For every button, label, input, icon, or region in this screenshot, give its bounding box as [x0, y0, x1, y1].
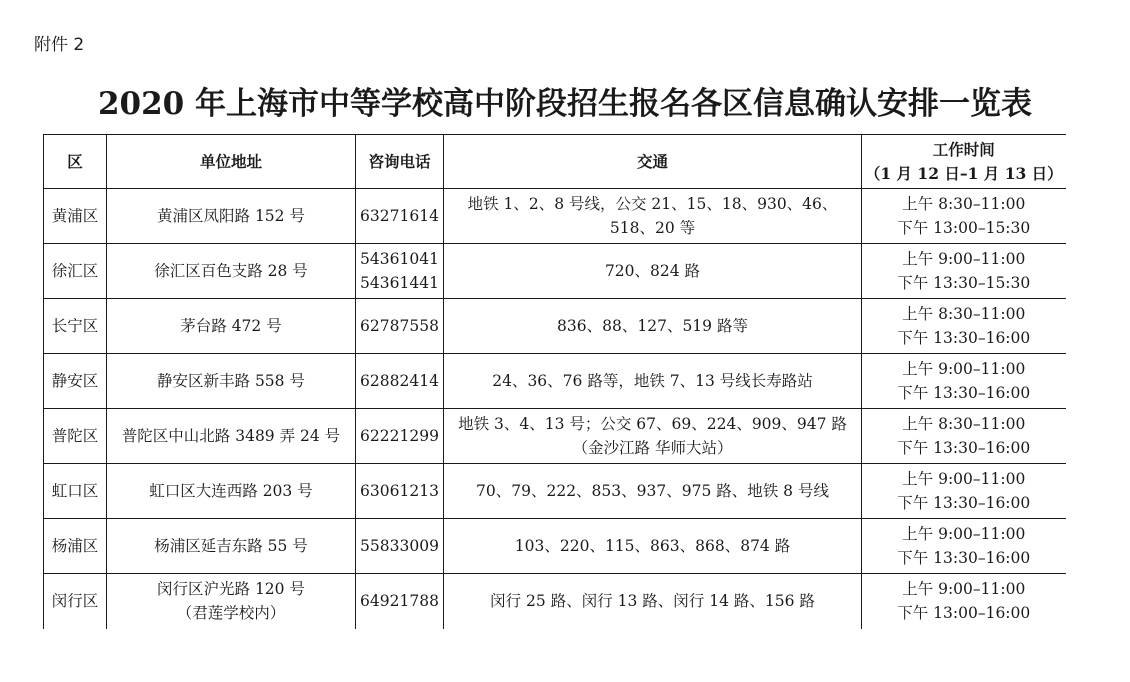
cell-address: [107, 299, 356, 354]
work-time-morning: 上午 8:30–11:00: [902, 415, 1026, 433]
cell-district: 黄浦区: [44, 189, 107, 244]
work-time-afternoon: 下午 13:00–15:30: [897, 219, 1031, 237]
work-time-morning: 上午 9:00–11:00: [902, 360, 1026, 378]
cell-address: [107, 244, 356, 299]
phone-number: 62882414: [360, 372, 439, 390]
phone-number: 54361041: [360, 250, 439, 268]
work-time-afternoon: 下午 13:30–16:00: [897, 384, 1031, 402]
cell-district: 徐汇区: [44, 244, 107, 299]
cell-district: 闵行区: [44, 574, 107, 629]
header-work-time-dates: （1 月 12 日–1 月 13 日）: [864, 163, 1063, 183]
cell-address: [107, 464, 356, 519]
cell-address: [107, 574, 356, 629]
work-time-morning: 上午 8:30–11:00: [902, 195, 1026, 213]
cell-phone: [356, 244, 444, 299]
address-line: 茅台路 472 号: [180, 317, 282, 335]
phone-number: 64921788: [360, 592, 439, 611]
address-line: 普陀区中山北路 3489 弄 24 号: [121, 427, 341, 445]
work-time-morning: 上午 9:00–11:00: [902, 250, 1026, 268]
table-header-row: [44, 135, 1066, 189]
cell-address: [107, 189, 356, 244]
cell-transport: [444, 464, 862, 519]
work-time-morning: 上午 9:00–11:00: [902, 580, 1026, 599]
cell-transport: [444, 409, 862, 464]
cell-address: [107, 519, 356, 574]
work-time-afternoon: 下午 13:30–16:00: [897, 494, 1031, 512]
phone-number: 62221299: [360, 427, 439, 445]
header-phone: 咨询电话: [356, 135, 444, 189]
transport-line: 70、79、222、853、937、975 路、地铁 8 号线: [476, 482, 829, 500]
transport-line: 地铁 1、2、8 号线，公交 21、15、18、930、46、: [467, 195, 838, 213]
cell-phone: [356, 574, 444, 629]
address-line: 徐汇区百色支路 28 号: [154, 262, 308, 280]
work-time-morning: 上午 8:30–11:00: [902, 305, 1026, 323]
table-row: [44, 574, 1066, 629]
transport-line: 518、20 等: [609, 219, 696, 237]
table-row: [44, 244, 1066, 299]
phone-number: 54361441: [360, 274, 439, 292]
transport-line: 闵行 25 路、闵行 13 路、闵行 14 路、156 路: [490, 592, 815, 611]
table-row: [44, 519, 1066, 574]
address-line: （君莲学校内）: [176, 604, 286, 623]
cell-transport: [444, 574, 862, 629]
cell-address: [107, 409, 356, 464]
transport-line: 地铁 3、4、13 号；公交 67、69、224、909、947 路: [458, 415, 847, 433]
cell-phone: [356, 519, 444, 574]
cell-work-time: [862, 464, 1066, 519]
header-address: 单位地址: [107, 135, 356, 189]
transport-line: 720、824 路: [604, 262, 701, 280]
cell-work-time: [862, 299, 1066, 354]
cell-district: 普陀区: [44, 409, 107, 464]
cell-transport: [444, 299, 862, 354]
cell-phone: [356, 354, 444, 409]
cell-district: 静安区: [44, 354, 107, 409]
phone-number: 62787558: [360, 317, 439, 335]
table-body: [44, 189, 1066, 629]
work-time-afternoon: 下午 13:30–15:30: [897, 274, 1031, 292]
cell-phone: [356, 189, 444, 244]
transport-line: 103、220、115、863、868、874 路: [514, 537, 791, 555]
address-line: 闵行区沪光路 120 号: [157, 580, 305, 599]
attachment-label: 附件 2: [34, 35, 85, 55]
transport-line: 24、36、76 路等，地铁 7、13 号线长寿路站: [492, 372, 813, 390]
cell-phone: [356, 464, 444, 519]
cell-phone: [356, 299, 444, 354]
cell-district: 长宁区: [44, 299, 107, 354]
cell-work-time: [862, 409, 1066, 464]
address-line: 杨浦区延吉东路 55 号: [154, 537, 308, 555]
work-time-afternoon: 下午 13:30–16:00: [897, 439, 1031, 457]
cell-district: 杨浦区: [44, 519, 107, 574]
page-title: 2020 年上海市中等学校高中阶段招生报名各区信息确认安排一览表: [97, 86, 1033, 122]
header-work-time-title: 工作时间: [932, 139, 995, 159]
address-line: 静安区新丰路 558 号: [157, 372, 305, 390]
cell-address: [107, 354, 356, 409]
header-work-time: [862, 135, 1066, 189]
cell-work-time: [862, 574, 1066, 629]
table-row: [44, 354, 1066, 409]
cell-work-time: [862, 244, 1066, 299]
work-time-afternoon: 下午 13:30–16:00: [897, 549, 1031, 567]
phone-number: 55833009: [360, 537, 439, 555]
cell-work-time: [862, 189, 1066, 244]
phone-number: 63061213: [360, 482, 439, 500]
address-line: 黄浦区凤阳路 152 号: [157, 207, 305, 225]
work-time-afternoon: 下午 13:30–16:00: [897, 329, 1031, 347]
cell-transport: [444, 189, 862, 244]
header-district: 区: [44, 135, 107, 189]
table-row: [44, 464, 1066, 519]
cell-transport: [444, 519, 862, 574]
transport-line: 836、88、127、519 路等: [557, 317, 748, 335]
cell-phone: [356, 409, 444, 464]
header-transport: 交通: [444, 135, 862, 189]
table-row: [44, 299, 1066, 354]
schedule-table: [43, 134, 1066, 629]
cell-district: 虹口区: [44, 464, 107, 519]
work-time-morning: 上午 9:00–11:00: [902, 525, 1026, 543]
work-time-morning: 上午 9:00–11:00: [902, 470, 1026, 488]
cell-transport: [444, 244, 862, 299]
table-row: [44, 409, 1066, 464]
work-time-afternoon: 下午 13:00–16:00: [897, 604, 1031, 623]
transport-line: （金沙江路 华师大站）: [572, 439, 733, 457]
address-line: 虹口区大连西路 203 号: [149, 482, 313, 500]
cell-work-time: [862, 519, 1066, 574]
cell-work-time: [862, 354, 1066, 409]
table-row: [44, 189, 1066, 244]
cell-transport: [444, 354, 862, 409]
phone-number: 63271614: [360, 207, 439, 225]
